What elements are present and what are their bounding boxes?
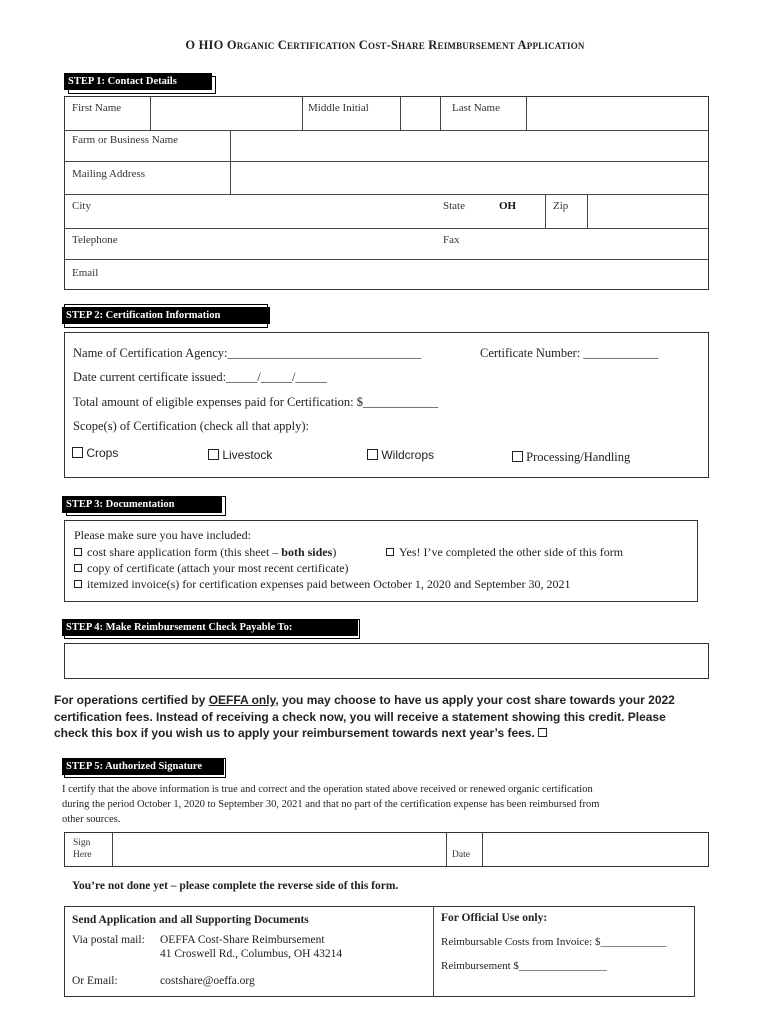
- send-email-address: costshare@oeffa.org: [160, 975, 255, 987]
- reimbursable-costs-field: Reimbursable Costs from Invoice: $____________: [441, 936, 667, 948]
- certify-line3: other sources.: [62, 814, 121, 825]
- agency-field[interactable]: Name of Certification Agency:_______________________________: [73, 346, 422, 360]
- zip-field[interactable]: [588, 195, 708, 227]
- state-label: State: [443, 200, 465, 212]
- last-name-field[interactable]: [527, 97, 708, 129]
- certify-line1: I certify that the above information is true and correct and the operation stated above received or renewed organic certification: [62, 784, 593, 795]
- fax-label: Fax: [443, 234, 460, 246]
- step4-header: STEP 4: Make Reimbursement Check Payable To:: [62, 619, 358, 636]
- date-issued-field[interactable]: Date current certificate issued:_____/_____/_____: [73, 370, 327, 384]
- total-expenses-field[interactable]: Total amount of eligible expenses paid for Certification: $____________: [73, 395, 439, 409]
- oeffa-note-line3: check this box if you wish us to apply your reimbursement towards next year’s fees.: [54, 726, 552, 740]
- application-checkbox[interactable]: [74, 548, 82, 556]
- middle-initial-field[interactable]: [401, 97, 439, 129]
- last-name-label: Last Name: [452, 102, 500, 114]
- city-label: City: [72, 200, 91, 212]
- send-title: Send Application and all Supporting Documents: [72, 914, 309, 926]
- official-use-title: For Official Use only:: [441, 912, 548, 924]
- sign-label-1: Sign: [73, 838, 91, 848]
- step2-header: STEP 2: Certification Information: [62, 307, 270, 324]
- step1-header: STEP 1: Contact Details: [64, 73, 212, 90]
- payee-field[interactable]: [64, 643, 709, 679]
- scope-label: Scope(s) of Certification (check all that apply):: [73, 419, 310, 433]
- farm-name-field[interactable]: [231, 131, 708, 160]
- not-done-notice: You’re not done yet – please complete the reverse side of this form.: [72, 880, 399, 892]
- certificate-checkbox[interactable]: [74, 564, 82, 572]
- fax-field[interactable]: [470, 229, 708, 258]
- livestock-checkbox[interactable]: [208, 449, 219, 460]
- postal-address-line2: 41 Croswell Rd., Columbus, OH 43214: [160, 948, 343, 960]
- city-field[interactable]: [100, 195, 430, 227]
- telephone-label: Telephone: [72, 234, 118, 246]
- doc-item-reverse-side[interactable]: Yes! I’ve completed the other side of this form: [386, 545, 623, 560]
- documentation-intro: Please make sure you have included:: [74, 528, 251, 542]
- date-field[interactable]: [483, 833, 708, 866]
- step3-header: STEP 3: Documentation: [62, 496, 222, 513]
- doc-item-certificate[interactable]: copy of certificate (attach your most recent certificate): [74, 561, 349, 576]
- postal-address-line1: OEFFA Cost-Share Reimbursement: [160, 934, 325, 946]
- scope-wildcrops[interactable]: Wildcrops: [367, 448, 434, 462]
- apply-credit-checkbox[interactable]: [538, 728, 547, 737]
- oeffa-note-line2: certification fees. Instead of receiving a check now, you will receive a statement showing this credit. Please: [54, 710, 666, 724]
- first-name-label: First Name: [72, 102, 122, 114]
- crops-checkbox[interactable]: [72, 447, 83, 458]
- date-label: Date: [452, 850, 470, 860]
- zip-label: Zip: [553, 200, 569, 212]
- scope-livestock[interactable]: Livestock: [208, 448, 272, 462]
- email-field[interactable]: [110, 260, 708, 289]
- mailing-address-label: Mailing Address: [72, 168, 146, 180]
- scope-processing[interactable]: Processing/Handling: [512, 450, 630, 465]
- mailing-address-field[interactable]: [231, 162, 708, 193]
- middle-initial-label: Middle Initial: [308, 102, 369, 114]
- state-value: OH: [499, 200, 517, 212]
- invoices-checkbox[interactable]: [74, 580, 82, 588]
- or-email-label: Or Email:: [72, 975, 118, 987]
- reverse-side-checkbox[interactable]: [386, 548, 394, 556]
- first-name-field[interactable]: [151, 97, 301, 129]
- telephone-field[interactable]: [130, 229, 430, 258]
- doc-item-invoices[interactable]: itemized invoice(s) for certification expenses paid between October 1, 2020 and September 30, 2021: [74, 577, 571, 592]
- oeffa-note-line1: For operations certified by OEFFA only, you may choose to have us apply your cost share towards your 2022: [54, 693, 675, 707]
- scope-crops[interactable]: Crops: [72, 446, 118, 460]
- email-label: Email: [72, 267, 99, 279]
- farm-name-label: Farm or Business Name: [72, 134, 179, 146]
- processing-checkbox[interactable]: [512, 451, 523, 462]
- reimbursement-field: Reimbursement $________________: [441, 960, 607, 972]
- step5-header: STEP 5: Authorized Signature: [62, 758, 224, 775]
- via-postal-label: Via postal mail:: [72, 934, 145, 946]
- certificate-number-field[interactable]: Certificate Number: ____________: [480, 346, 659, 360]
- signature-field[interactable]: [113, 833, 445, 866]
- wildcrops-checkbox[interactable]: [367, 449, 378, 460]
- form-title: O HIO Organic Certification Cost-Share Reimbursement Application: [185, 38, 585, 52]
- sign-label-2: Here: [73, 850, 92, 860]
- certify-line2: during the period October 1, 2020 to September 30, 2021 and that no part of the certification expense has been reimbursed from: [62, 799, 600, 810]
- doc-item-application[interactable]: cost share application form (this sheet – both sides): [74, 545, 336, 560]
